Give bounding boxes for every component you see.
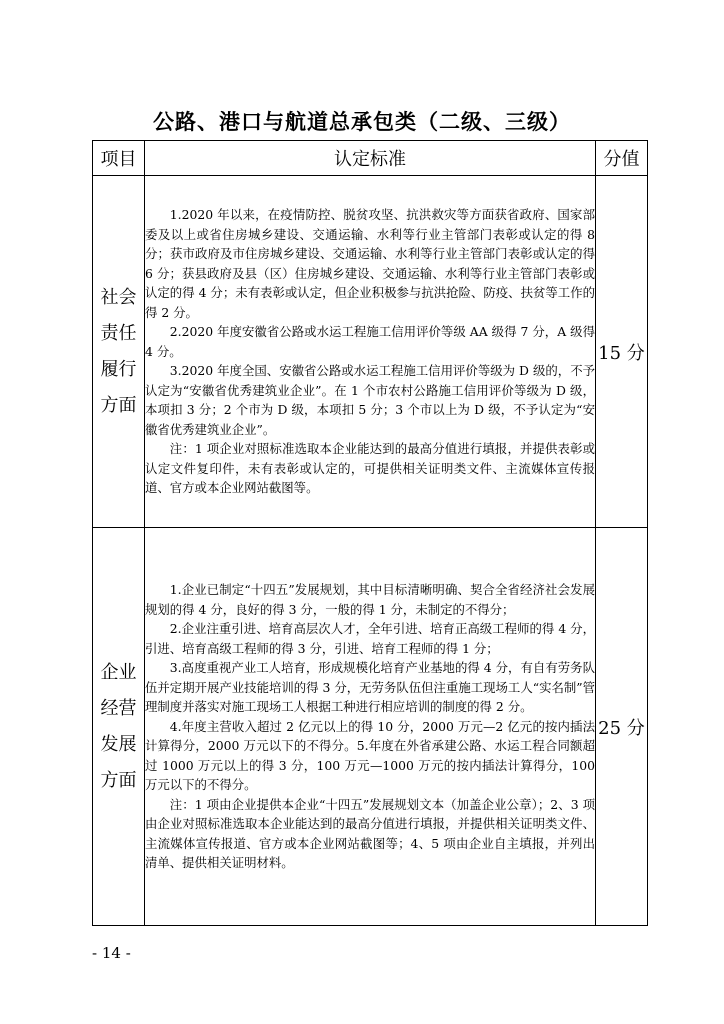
row-item-social-responsibility: 社会 责任 履行 方面 [93, 176, 145, 528]
table-row [93, 176, 648, 528]
header-standard: 认定标准 [145, 141, 596, 176]
page-number: - 14 - [92, 944, 131, 962]
row-standard: 1.企业已制定“十四五”发展规划，其中目标清晰明确、契合全省经济社会发展规划的得 4 分，良好的得 3 分，一般的得 1 分，未制定的不得分； 2.企业注重引进、培育高层次人才，全年引进、培育正高级工程师的得 4 分，引进、培育高级工程师的得 3 分，引进、培育工程师的得 1 分； 3.高度重视产业工人培育，形成规模化培育产业基地的得 4 分，有自有劳务队伍并定期开展产业技能培训的得 3 分，无劳务队伍但注重施工现场工人“实名制”管理制度并落实对施工现场工人根据工种进行相应培训的制度的得 2 分。 4.年度主营收入超过 2 亿元以上的得 10 分，2000 万元—2 亿元的按内插法计算得分，2000 万元以下的不得分。5.年度在外省承建公路、水运工程合同额超过 1000 万元以上的得 3 分，100 万元—1000 万元的按内插法计算得分，100 万元以下的不得分。 注：1 项由企业提供本企业“十四五”发展规划文本（加盖企业公章）；2、3 项由企业对照标准选取本企业能达到的最高分值进行填报，并提供相关证明类文件、主流媒体宣传报道、官方或本企业网站截图等；4、5 项由企业自主填报，并列出清单、提供相关证明材料。 [145, 528, 596, 926]
page-title: 公路、港口与航道总承包类（二级、三级） [153, 109, 571, 134]
table-header-row [93, 141, 648, 176]
row-score: 15 分 [596, 176, 648, 528]
header-item: 项目 [93, 141, 145, 176]
row-score: 25 分 [596, 528, 648, 926]
row-item-business-development: 企业 经营 发展 方面 [93, 528, 145, 926]
row-standard: 1.2020 年以来，在疫情防控、脱贫攻坚、抗洪救灾等方面获省政府、国家部委及以上或省住房城乡建设、交通运输、水利等行业主管部门表彰或认定的得 8 分；获市政府及市住房城乡建设、交通运输、水利等行业主管部门表彰或认定的得 6 分；获县政府及县（区）住房城乡建设、交通运输、水利等行业主管部门表彰或认定的得 4 分；未有表彰或认定，但企业积极参与抗洪抢险、防疫、扶贫等工作的得 2 分。 2.2020 年度安徽省公路或水运工程施工信用评价等级 AA 级得 7 分，A 级得 4 分。 3.2020 年度全国、安徽省公路或水运工程施工信用评价等级为 D 级的，不予认定为“安徽省优秀建筑业企业”。在 1 个市农村公路施工信用评价等级为 D 级，本项扣 3 分；2 个市为 D 级，本项扣 5 分；3 个市以上为 D 级，不予认定为“安徽省优秀建筑业企业”。 注：1 项企业对照标准选取本企业能达到的最高分值进行填报，并提供表彰或认定文件复印件，未有表彰或认定的，可提供相关证明类文件、主流媒体宣传报道、官方或本企业网站截图等。 [145, 176, 596, 528]
criteria-table [92, 140, 648, 926]
header-score: 分值 [596, 141, 648, 176]
table-row [93, 528, 648, 926]
